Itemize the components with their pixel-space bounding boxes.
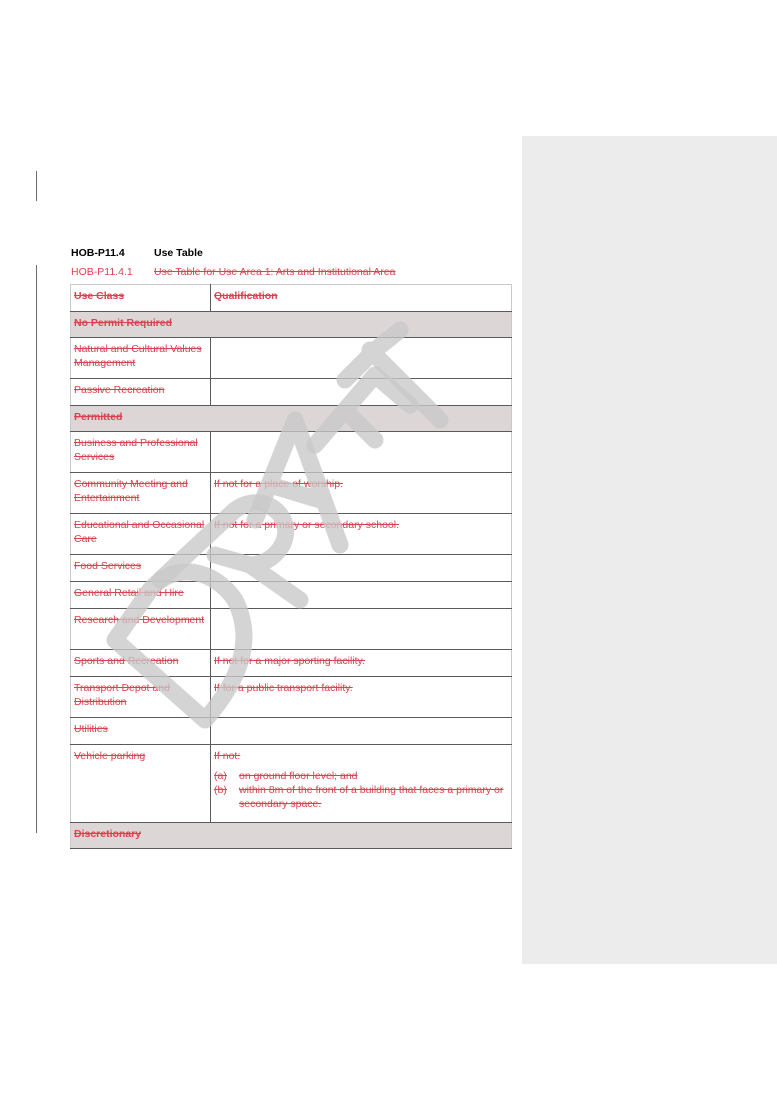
table-row <box>71 555 512 582</box>
table-header-row <box>71 285 512 312</box>
qualification-cell: If not for a place of worship. <box>214 478 343 490</box>
use-class-cell: General Retail and Hire <box>74 587 184 599</box>
table-row <box>71 338 512 379</box>
use-class-cell: Educational and Occasional Care <box>74 519 205 545</box>
qualification-cell: If for a public transport facility. <box>214 682 353 694</box>
column-header-use-class: Use Class <box>74 290 125 302</box>
table-row <box>71 677 512 718</box>
use-class-cell: Utilities <box>74 723 108 735</box>
table-row <box>71 718 512 745</box>
table-row <box>71 609 512 650</box>
caption-number: HOB-P11.4.1 <box>71 266 133 278</box>
table-row <box>71 473 512 514</box>
comment-pane <box>522 136 777 964</box>
category-label: Discretionary <box>74 828 142 840</box>
change-bar <box>36 171 37 201</box>
table-row <box>71 432 512 473</box>
use-table <box>70 284 512 849</box>
category-row <box>71 312 512 338</box>
category-row <box>71 823 512 849</box>
table-row <box>71 745 512 823</box>
column-header-qualification: Qualification <box>214 290 278 302</box>
category-row <box>71 406 512 432</box>
use-class-cell: Vehicle parking <box>74 750 146 762</box>
use-class-cell: Transport Depot and Distribution <box>74 682 170 708</box>
table-caption <box>71 266 395 278</box>
category-label: Permitted <box>74 411 123 423</box>
caption-title: Use Table for Use Area 1: Arts and Institutional Area <box>154 266 396 278</box>
use-class-cell: Business and Professional Services <box>74 437 198 463</box>
use-class-cell: Community Meeting and Entertainment <box>74 478 188 504</box>
qualification-list-item <box>214 783 508 811</box>
table-row <box>71 379 512 406</box>
section-title: Use Table <box>154 247 203 259</box>
use-class-cell: Natural and Cultural Values Management <box>74 343 202 369</box>
use-class-cell: Research and Development <box>74 614 205 626</box>
qualification-list-item <box>214 769 508 783</box>
qualification-cell: If not for a primary or secondary school. <box>214 519 399 531</box>
table-row <box>71 650 512 677</box>
category-label: No Permit Required <box>74 317 173 329</box>
qualification-cell: If not: <box>214 750 241 762</box>
use-class-cell: Passive Recreation <box>74 384 165 396</box>
list-item-text: on ground floor level; and <box>239 770 358 782</box>
list-item-label: (b) <box>214 784 227 796</box>
section-number: HOB-P11.4 <box>71 247 125 259</box>
list-item-text: within 8m of the front of a building that faces a primary or secondary space. <box>239 784 504 810</box>
qualification-list <box>214 769 508 811</box>
use-class-cell: Sports and Recreation <box>74 655 179 667</box>
list-item-label: (a) <box>214 770 227 782</box>
use-class-cell: Food Services <box>74 560 142 572</box>
section-heading <box>71 247 203 259</box>
qualification-cell: If not for a major sporting facility. <box>214 655 365 667</box>
table-row <box>71 514 512 555</box>
change-bar <box>36 265 37 833</box>
table-row <box>71 582 512 609</box>
